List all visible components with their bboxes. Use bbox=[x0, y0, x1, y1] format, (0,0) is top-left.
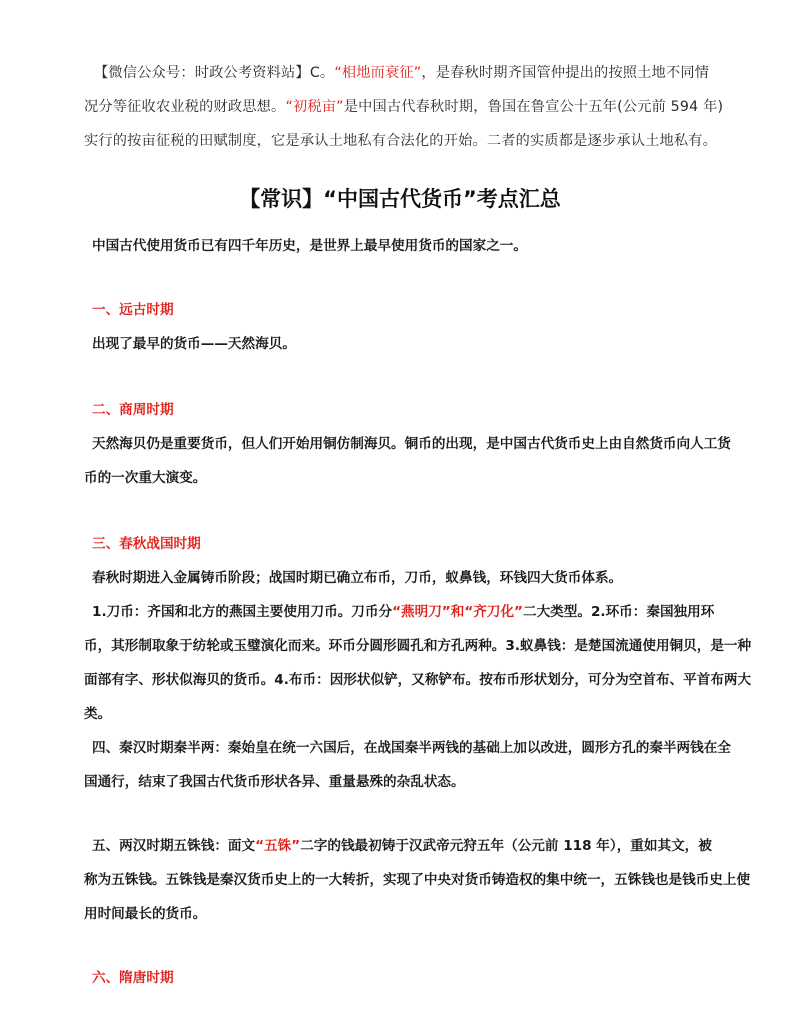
section-2-heading: 二、商周时期 bbox=[92, 402, 174, 418]
section-3-text-2b: 二大类型。2.环币：秦国独用环 bbox=[523, 604, 715, 620]
section-3-term: “燕明刀”和“齐刀化” bbox=[392, 604, 523, 620]
intro-source: 【微信公众号：时政公考资料站】C。 bbox=[94, 65, 335, 81]
section-4-line-2: 国通行，结束了我国古代货币形状各异、重量悬殊的杂乱状态。 bbox=[84, 774, 465, 790]
section-3-heading: 三、春秋战国时期 bbox=[92, 536, 201, 552]
section-4-line-1: 四、秦汉时期秦半两：秦始皇在统一六国后，在战国秦半两钱的基础上加以改进，圆形方孔的秦半两钱在全 bbox=[92, 740, 731, 756]
section-3-line-1: 春秋时期进入金属铸币阶段；战国时期已确立布币，刀币，蚁鼻钱，环钱四大货币体系。 bbox=[92, 570, 623, 586]
section-3-line-3: 币，其形制取象于纺轮或玉璧演化而来。环币分圆形圆孔和方孔两种。3.蚁鼻钱：是楚国流通使用铜贝，是一种 bbox=[84, 638, 752, 654]
section-1-heading: 一、远古时期 bbox=[92, 302, 174, 318]
intro-text-2b: 是中国古代春秋时期，鲁国在鲁宣公十五年(公元前 594 年) bbox=[343, 99, 724, 115]
page-title: 【常识】“中国古代货币”考点汇总 bbox=[239, 187, 561, 211]
section-5-line-2: 称为五铢钱。五铢钱是秦汉货币史上的一大转折，实现了中央对货币铸造权的集中统一，五铢钱也是钱币史上使 bbox=[84, 872, 751, 888]
intro-line-1 bbox=[94, 62, 709, 82]
section-5-term: “五铢” bbox=[255, 838, 301, 854]
intro-term-2: “初税亩” bbox=[285, 99, 344, 115]
intro-term-1: “相地而衰征” bbox=[334, 65, 422, 81]
intro-line-2 bbox=[84, 96, 723, 116]
intro-text-2a: 况分等征收农业税的财政思想。 bbox=[84, 99, 286, 115]
section-3-line-4: 面部有字、形状似海贝的货币。4.布币：因形状似铲，又称铲布。按布币形状划分，可分为空首布、平首布两大 bbox=[84, 672, 752, 688]
section-3-line-2 bbox=[92, 600, 714, 620]
intro-line-3: 实行的按亩征税的田赋制度，它是承认土地私有合法化的开始。二者的实质都是逐步承认土地私有。 bbox=[84, 133, 718, 149]
section-6-heading: 六、隋唐时期 bbox=[92, 970, 174, 986]
section-2-line-1: 天然海贝仍是重要货币，但人们开始用铜仿制海贝。铜币的出现，是中国古代货币史上由自然货币向人工货 bbox=[92, 436, 731, 452]
section-5-line-3: 用时间最长的货币。 bbox=[84, 906, 207, 922]
intro-text-1: ，是春秋时期齐国管仲提出的按照土地不同情 bbox=[421, 65, 710, 81]
section-3-text-2a: 1.刀币：齐国和北方的燕国主要使用刀币。刀币分 bbox=[92, 604, 393, 620]
section-2-line-2: 币的一次重大演变。 bbox=[84, 470, 207, 486]
section-5-text-1b: 二字的钱最初铸于汉武帝元狩五年（公元前 118 年），重如其文，被 bbox=[300, 838, 712, 854]
section-3-line-5: 类。 bbox=[84, 706, 112, 722]
section-5-line-1 bbox=[92, 834, 712, 854]
section-5-text-1a: 五、两汉时期五铢钱：面文 bbox=[92, 838, 256, 854]
section-1-text: 出现了最早的货币——天然海贝。 bbox=[92, 336, 296, 352]
lead-paragraph: 中国古代使用货币已有四千年历史，是世界上最早使用货币的国家之一。 bbox=[92, 238, 527, 254]
